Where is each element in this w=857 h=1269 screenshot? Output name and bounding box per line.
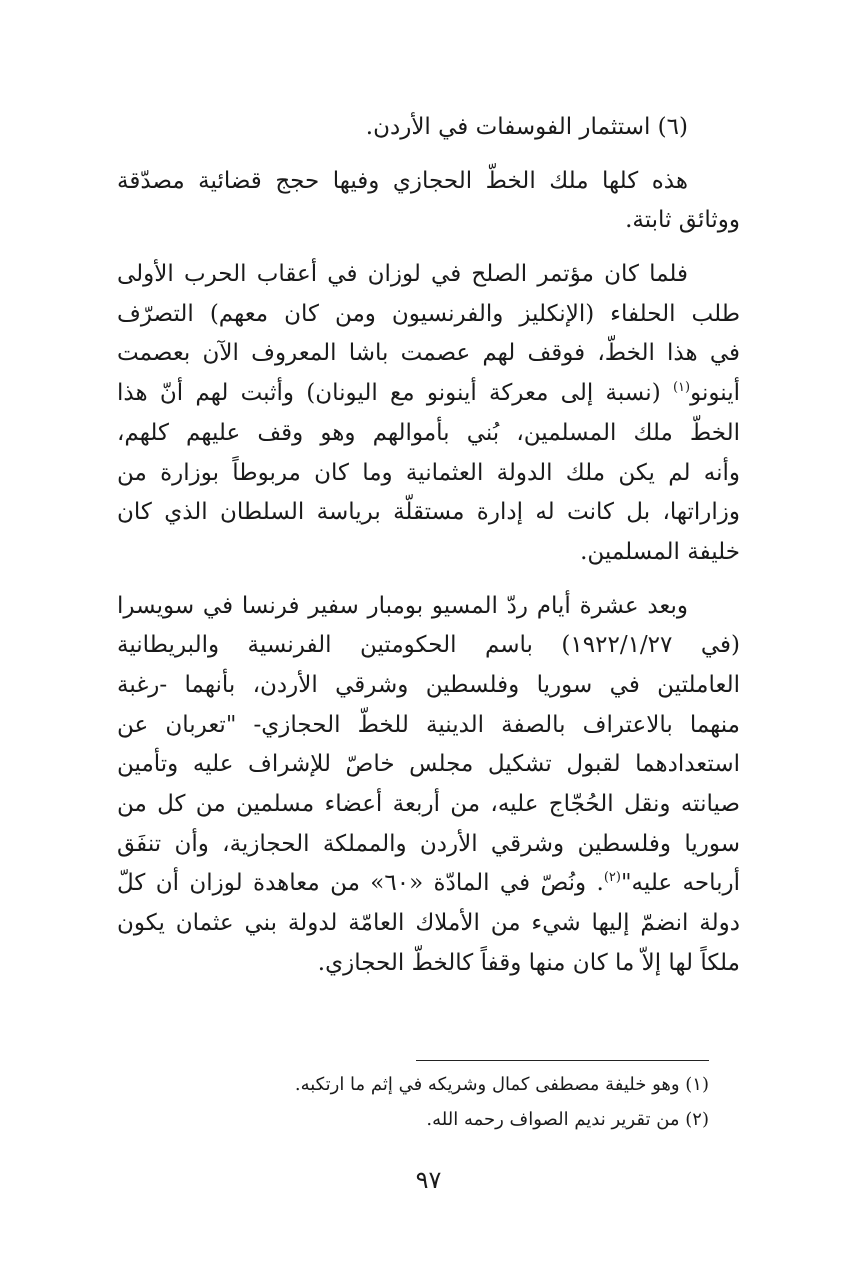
inline-text: أرباحه عليه" <box>620 870 740 897</box>
paragraph-line: الخطّ ملك المسلمين، بُني بأموالهم وهو وقف عليهم كلهم، <box>117 419 740 446</box>
paragraph-line: منهما بالاعتراف بالصفة الدينية للخطّ الحجازي- "تعربان عن <box>117 711 740 738</box>
paragraph-line: ملكاً لها إلاّ ما كان منها وقفاً كالخطّ الحجازي. <box>317 949 740 976</box>
footnote-1: (١) وهو خليفة مصطفى كمال وشريكه في إثم ما ارتكبه. <box>294 1074 709 1095</box>
paragraph-line: دولة انضمّ إليها شيء من الأملاك العامّة لدولة بني عثمان يكون <box>117 910 740 937</box>
inline-text: (نسبة إلى معركة أينونو مع اليونان) وأثبت لهم أنّ هذا <box>117 380 673 407</box>
footnote-ref-2: (٢) <box>603 870 621 886</box>
footnote-separator <box>416 1060 709 1061</box>
paragraph-line: وبعد عشرة أيام ردّ المسيو بومبار سفير فرنسا في سويسرا <box>117 592 688 619</box>
paragraph-line <box>117 864 740 904</box>
paragraph-line: في هذا الخطّ، فوقف لهم عصمت باشا المعروف الآن بعصمت <box>117 340 740 367</box>
footnote-ref-1: (١) <box>672 380 691 396</box>
page-number: ٩٧ <box>415 1166 442 1194</box>
paragraph-gap <box>117 241 740 255</box>
paragraph-line: صيانته ونقل الحُجّاج عليه، من أربعة أعضاء مسلمين من كل من <box>117 791 740 817</box>
inline-text: أينونو <box>690 380 740 407</box>
paragraph-line: فلما كان مؤتمر الصلح في لوزان في أعقاب الحرب الأولى <box>117 261 688 288</box>
footnotes <box>109 1067 709 1137</box>
inline-text: . ونُصّ في المادّة «٦٠» من معاهدة لوزان أن كلّ <box>117 870 604 897</box>
paragraph-line <box>117 374 740 414</box>
paragraph-line: وأنه لم يكن ملك الدولة العثمانية وما كان مربوطاً بوزارة من <box>117 459 740 486</box>
footnote-2: (٢) من تقرير نديم الصواف رحمه الله. <box>426 1109 709 1130</box>
paragraph-gap <box>117 148 740 162</box>
paragraph-line: ووثائق ثابتة. <box>625 207 740 234</box>
paragraph-line: هذه كلها ملك الخطّ الحجازي وفيها حجج قضائية مصدّقة <box>117 167 688 194</box>
paragraph-line: استعدادهما لقبول تشكيل مجلس خاصّ للإشراف عليه وتأمين <box>117 751 740 778</box>
paragraph-line: وزاراتها، بل كانت له إدارة مستقلّة برياسة السلطان الذي كان <box>117 499 740 526</box>
paragraph-line: سوريا وفلسطين وشرقي الأردن والمملكة الحجازية، وأن تنفَق <box>117 830 740 857</box>
paragraph-gap <box>117 573 740 587</box>
paragraph-line: (في ١٩٢٢/١/٢٧) باسم الحكومتين الفرنسية والبريطانية <box>117 632 741 659</box>
paragraph-line: خليفة المسلمين. <box>580 538 740 565</box>
body-text <box>117 108 740 983</box>
paragraph-line: طلب الحلفاء (الإنكليز والفرنسيون ومن كان معهم) التصرّف <box>117 300 740 327</box>
paragraph-line: (٦) استثمار الفوسفات في الأردن. <box>365 114 688 140</box>
paragraph-line: العاملتين في سوريا وفلسطين وشرقي الأردن، بأنهما -رغبة <box>117 671 740 698</box>
